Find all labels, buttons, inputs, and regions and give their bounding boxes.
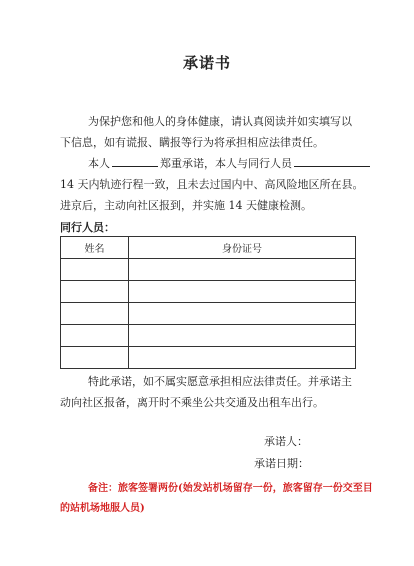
companions-table xyxy=(60,236,356,369)
name-cell[interactable] xyxy=(61,281,129,303)
pledge-middle: 郑重承诺，本人与同行人员 xyxy=(160,157,292,170)
table-row xyxy=(61,347,356,369)
intro-line-2: 下信息，如有谎报、瞒报等行为将承担相应法律责任。 xyxy=(60,136,324,149)
pledge-line-2: 14 天内轨迹行程一致，且未去过国内中、高风险地区所在县。 xyxy=(60,178,364,191)
table-row xyxy=(61,303,356,325)
table-row xyxy=(61,259,356,281)
pledge-date-label: 承诺日期： xyxy=(254,457,309,470)
name-cell[interactable] xyxy=(61,347,129,369)
remark-line-2: 的站机场地服人员) xyxy=(60,503,145,514)
id-cell[interactable] xyxy=(129,259,356,281)
header-name: 姓名 xyxy=(61,237,129,259)
pledge-line xyxy=(88,153,388,174)
table-row xyxy=(61,281,356,303)
name-cell[interactable] xyxy=(61,303,129,325)
pledge-prefix: 本人 xyxy=(88,157,110,170)
name-cell[interactable] xyxy=(61,325,129,347)
name-blank[interactable] xyxy=(112,155,158,167)
id-cell[interactable] xyxy=(129,325,356,347)
companion-blank[interactable] xyxy=(294,155,370,167)
pledger-signature-label: 承诺人： xyxy=(264,435,308,448)
pledge-line-3: 进京后，主动向社区报到，并实施 14 天健康检测。 xyxy=(60,199,312,212)
id-cell[interactable] xyxy=(129,281,356,303)
id-cell[interactable] xyxy=(129,303,356,325)
document-title: 承诺书 xyxy=(182,54,231,72)
closing-line-2: 动向社区报备，离开时不乘坐公共交通及出租车出行。 xyxy=(60,396,324,409)
remark-line-1: 备注：旅客签署两份(始发站机场留存一份，旅客留存一份交至目 xyxy=(88,483,373,494)
header-id-number: 身份证号 xyxy=(129,237,356,259)
table-row xyxy=(61,325,356,347)
companions-label: 同行人员： xyxy=(60,221,115,234)
intro-line-1: 为保护您和他人的身体健康，请认真阅读并如实填写以 xyxy=(88,115,352,128)
closing-line-1: 特此承诺，如不属实愿意承担相应法律责任。并承诺主 xyxy=(88,375,352,388)
name-cell[interactable] xyxy=(61,259,129,281)
id-cell[interactable] xyxy=(129,347,356,369)
table-header-row xyxy=(61,237,356,259)
